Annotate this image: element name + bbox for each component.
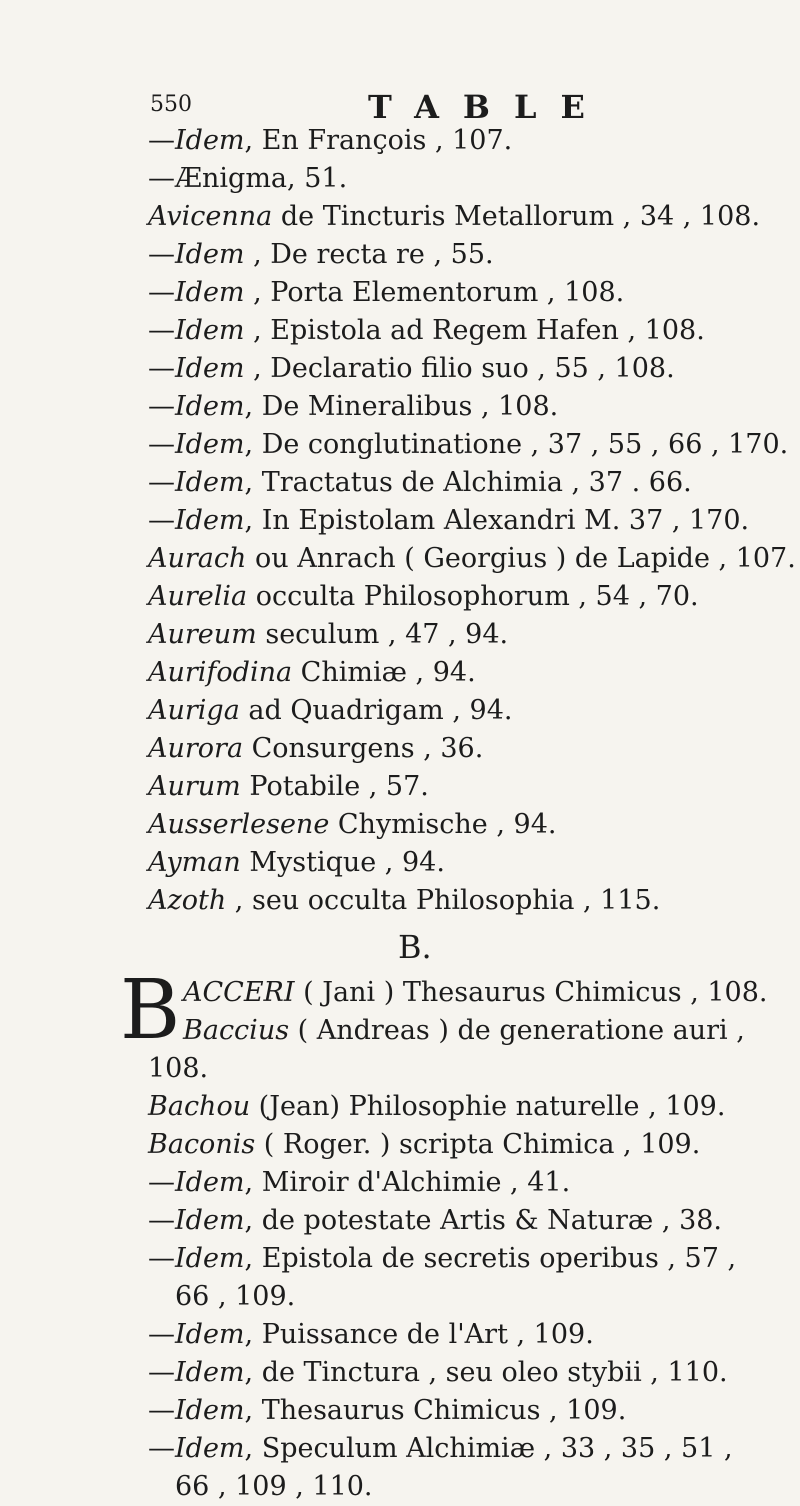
entry-lemma: Idem bbox=[175, 391, 245, 422]
entry-text: Chimiæ , 94. bbox=[292, 657, 476, 688]
index-entry bbox=[0, 388, 800, 426]
entry-lemma: Idem bbox=[175, 1319, 245, 1350]
entry-dash: — bbox=[148, 1167, 175, 1198]
index-entry bbox=[183, 974, 767, 1012]
index-entry bbox=[0, 502, 800, 540]
entry-text: , De Mineralibus , 108. bbox=[244, 391, 559, 422]
entry-dash: — bbox=[148, 391, 175, 422]
entry-lemma: Aurach bbox=[148, 543, 247, 574]
index-entry bbox=[0, 1430, 800, 1468]
index-entry bbox=[0, 1392, 800, 1430]
entry-lemma: Idem bbox=[175, 1357, 245, 1388]
entry-dash: — bbox=[148, 1357, 175, 1388]
page-title: TABLE bbox=[368, 88, 609, 126]
index-entry bbox=[0, 160, 800, 198]
index-entry bbox=[0, 768, 800, 806]
entry-dash: — bbox=[148, 163, 175, 194]
page-number: 550 bbox=[150, 92, 192, 117]
index-entry bbox=[0, 464, 800, 502]
entry-lemma: Idem bbox=[175, 277, 245, 308]
index-entry bbox=[0, 882, 800, 920]
entry-lemma: Idem bbox=[175, 239, 245, 270]
index-entries bbox=[0, 122, 800, 1506]
index-entry bbox=[0, 274, 800, 312]
entry-dash: — bbox=[148, 429, 175, 460]
entry-lemma: Aureum bbox=[148, 619, 257, 650]
entry-lemma: Aurora bbox=[148, 733, 244, 764]
entry-dash: — bbox=[148, 1395, 175, 1426]
index-entry bbox=[0, 122, 800, 160]
index-entry bbox=[0, 426, 800, 464]
entry-lemma: Baccius bbox=[183, 1015, 290, 1046]
index-entry bbox=[0, 350, 800, 388]
index-entry bbox=[148, 1050, 208, 1088]
index-entry bbox=[183, 1012, 745, 1050]
entry-lemma: Idem bbox=[175, 467, 245, 498]
index-entry bbox=[0, 1088, 800, 1126]
entry-lemma: Idem bbox=[175, 1395, 245, 1426]
index-entry bbox=[0, 616, 800, 654]
entry-text: Mystique , 94. bbox=[240, 847, 445, 878]
entry-text: 66 , 109. bbox=[175, 1281, 296, 1312]
entry-lemma: Auriga bbox=[148, 695, 240, 726]
entry-lemma: Aurelia bbox=[148, 581, 248, 612]
entry-text: , 51. bbox=[287, 163, 348, 194]
entry-text: occulta Philosophorum , 54 , 70. bbox=[247, 581, 699, 612]
index-entry bbox=[0, 654, 800, 692]
entry-lemma: ACCERI bbox=[183, 977, 295, 1008]
entry-text: ( Roger. ) scripta Chimica , 109. bbox=[255, 1129, 701, 1160]
entry-lemma: Aurum bbox=[148, 771, 241, 802]
entry-dash: — bbox=[148, 1319, 175, 1350]
index-entry bbox=[0, 692, 800, 730]
entry-lemma: Idem bbox=[175, 505, 245, 536]
entry-dash: — bbox=[148, 1433, 175, 1464]
entry-lemma: Ænigma bbox=[175, 163, 288, 194]
index-entry bbox=[0, 540, 800, 578]
index-entry bbox=[0, 1240, 800, 1278]
index-entry bbox=[0, 1126, 800, 1164]
entry-lemma: Azoth bbox=[148, 885, 227, 916]
entry-text: , seu occulta Philosophia , 115. bbox=[226, 885, 661, 916]
entry-lemma: Idem bbox=[175, 1243, 245, 1274]
entry-text: , De conglutinatione , 37 , 55 , 66 , 170. bbox=[244, 429, 789, 460]
entry-text: , Speculum Alchimiæ , 33 , 35 , 51 , bbox=[244, 1433, 733, 1464]
entry-lemma: Idem bbox=[175, 315, 245, 346]
entry-dash: — bbox=[148, 315, 175, 346]
entry-text: Consurgens , 36. bbox=[243, 733, 484, 764]
index-entry bbox=[0, 1468, 800, 1506]
entry-text: , De recta re , 55. bbox=[244, 239, 494, 270]
index-entry bbox=[0, 844, 800, 882]
entry-dash: — bbox=[148, 1243, 175, 1274]
section-letter: B. bbox=[398, 928, 432, 966]
entry-lemma: Baconis bbox=[148, 1129, 256, 1160]
entry-dash: — bbox=[148, 353, 175, 384]
index-entry bbox=[0, 730, 800, 768]
index-entry bbox=[0, 1316, 800, 1354]
entry-lemma: Avicenna bbox=[148, 201, 273, 232]
entry-lemma: Ayman bbox=[148, 847, 241, 878]
index-entry bbox=[0, 1278, 800, 1316]
entry-text: , Thesaurus Chimicus , 109. bbox=[244, 1395, 627, 1426]
dropcap-letter: B bbox=[120, 963, 181, 1058]
entry-dash: — bbox=[148, 125, 175, 156]
entry-dash: — bbox=[148, 239, 175, 270]
entry-lemma: Idem bbox=[175, 353, 245, 384]
index-entry bbox=[0, 1354, 800, 1392]
entry-text: , En François , 107. bbox=[244, 125, 513, 156]
entry-text: , Epistola de secretis operibus , 57 , bbox=[244, 1243, 737, 1274]
entry-text: , Tractatus de Alchimia , 37 . 66. bbox=[244, 467, 692, 498]
entry-lemma: Idem bbox=[175, 1433, 245, 1464]
entry-text: Potabile , 57. bbox=[240, 771, 429, 802]
entry-dash: — bbox=[148, 505, 175, 536]
entry-text: ad Quadrigam , 94. bbox=[239, 695, 513, 726]
index-entry bbox=[0, 236, 800, 274]
entry-dash: — bbox=[148, 1205, 175, 1236]
index-entry bbox=[0, 198, 800, 236]
entry-text: ( Andreas ) de generatione auri , bbox=[289, 1015, 745, 1046]
entry-lemma: Aurifodina bbox=[148, 657, 293, 688]
entry-text: , Miroir d'Alchimie , 41. bbox=[244, 1167, 571, 1198]
entry-text: , de potestate Artis & Naturæ , 38. bbox=[244, 1205, 723, 1236]
entry-lemma: Idem bbox=[175, 429, 245, 460]
index-entry bbox=[0, 1164, 800, 1202]
entry-text: (Jean) Philosophie naturelle , 109. bbox=[250, 1091, 726, 1122]
entry-dash: — bbox=[148, 277, 175, 308]
index-entry bbox=[0, 312, 800, 350]
entry-text: 66 , 109 , 110. bbox=[175, 1471, 373, 1502]
entry-text: , In Epistolam Alexandri M. 37 , 170. bbox=[244, 505, 750, 536]
entry-lemma: Idem bbox=[175, 1205, 245, 1236]
index-entry bbox=[0, 806, 800, 844]
entry-dash: — bbox=[148, 467, 175, 498]
entry-text: , Porta Elementorum , 108. bbox=[244, 277, 625, 308]
entry-lemma: Ausserlesene bbox=[148, 809, 330, 840]
entry-text: , Declaratio filio suo , 55 , 108. bbox=[244, 353, 675, 384]
entry-lemma: Idem bbox=[175, 1167, 245, 1198]
entry-text: , Epistola ad Regem Hafen , 108. bbox=[244, 315, 705, 346]
entry-text: , Puissance de l'Art , 109. bbox=[244, 1319, 594, 1350]
entry-text: 108. bbox=[148, 1053, 209, 1084]
entry-lemma: Bachou bbox=[148, 1091, 251, 1122]
entry-text: ou Anrach ( Georgius ) de Lapide , 107. bbox=[246, 543, 796, 574]
entry-lemma: Idem bbox=[175, 125, 245, 156]
index-entry bbox=[0, 1202, 800, 1240]
entry-text: de Tincturis Metallorum , 34 , 108. bbox=[272, 201, 761, 232]
entry-text: ( Jani ) Thesaurus Chimicus , 108. bbox=[294, 977, 768, 1008]
dropcap-block bbox=[0, 963, 800, 1088]
entry-text: seculum , 47 , 94. bbox=[256, 619, 509, 650]
entry-text: , de Tinctura , seu oleo stybii , 110. bbox=[244, 1357, 728, 1388]
entry-text: Chymische , 94. bbox=[329, 809, 557, 840]
index-entry bbox=[0, 578, 800, 616]
